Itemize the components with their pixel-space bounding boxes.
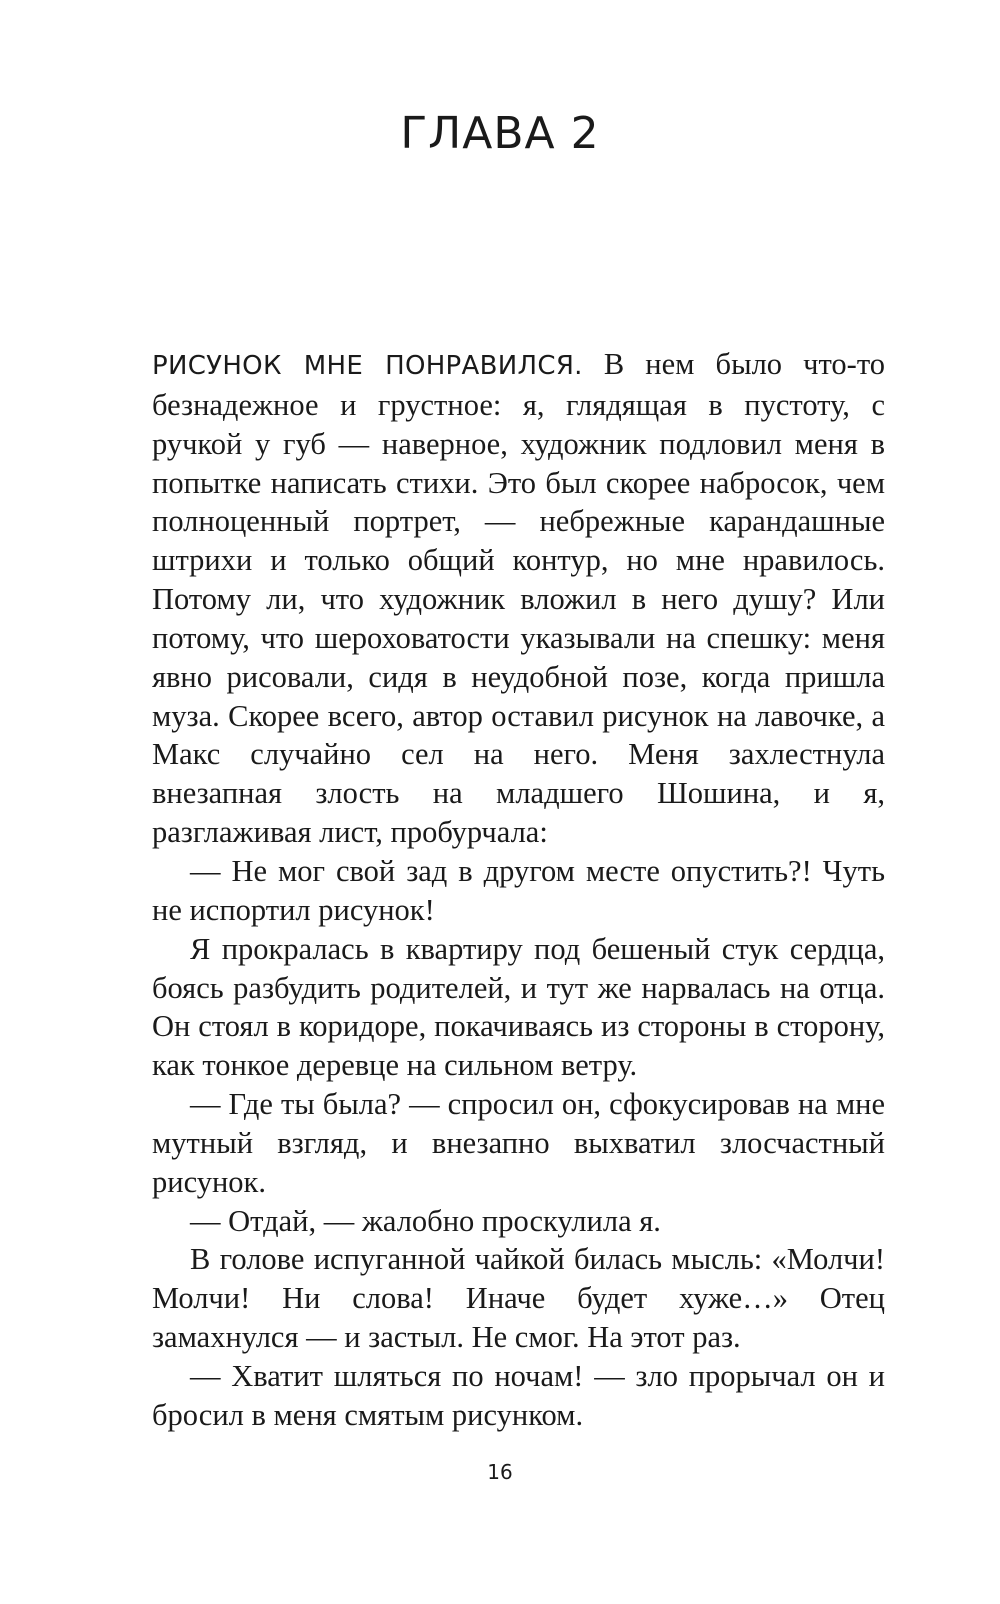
chapter-title: ГЛАВА 2 [400, 108, 600, 159]
paragraph-1-text: В нем было что-то безнадежное и грустное: я, глядящая в пустоту, с ручкой у губ — наверное, художник подловил меня в попытке написать стихи. Это был скорее набросок, чем полноценный портрет, — небрежные карандашные штрихи и только общий контур, но мне нравилось. Потому ли, что художник вложил в него душу? Или потому, что шероховатости указывали на спешку: меня явно рисовали, сидя в неудобной позе, когда пришла муза. Скорее всего, автор оставил рисунок на лавочке, а Макс случайно сел на него. Меня захлестнула внезапная злость на младшего Шошина, и я, разглаживая лист, пробурчала: [152, 347, 885, 850]
paragraph-6: В голове испуганной чайкой билась мысль: «Молчи! Молчи! Ни слова! Иначе будет хуже…» Отец замахнулся — и застыл. Не смог. На этот раз. [152, 1242, 885, 1355]
paragraph-3: Я прокралась в квартиру под бешеный стук сердца, боясь разбудить родителей, и тут же нарвалась на отца. Он стоял в коридоре, покачиваясь из стороны в сторону, как тонкое деревце на сильном ветру. [152, 931, 885, 1083]
paragraph-4: — Где ты была? — спросил он, сфокусировав на мне мутный взгляд, и внезапно выхватил злосчастный рисунок. [152, 1087, 885, 1199]
paragraph-1 [152, 345, 885, 852]
paragraph-5: — Отдай, — жалобно проскулила я. [190, 1203, 661, 1238]
paragraph-7: — Хватит шляться по ночам! — зло прорычал он и бросил в меня смятым рисунком. [152, 1358, 885, 1432]
paragraph-2: — Не мог свой зад в другом месте опустить?! Чуть не испортил рисунок! [152, 853, 885, 927]
lead-in-caps: РИСУНОК МНЕ ПОНРАВИЛСЯ. [152, 351, 583, 381]
page-number: 16 [487, 1460, 513, 1484]
chapter-body [152, 345, 885, 1435]
